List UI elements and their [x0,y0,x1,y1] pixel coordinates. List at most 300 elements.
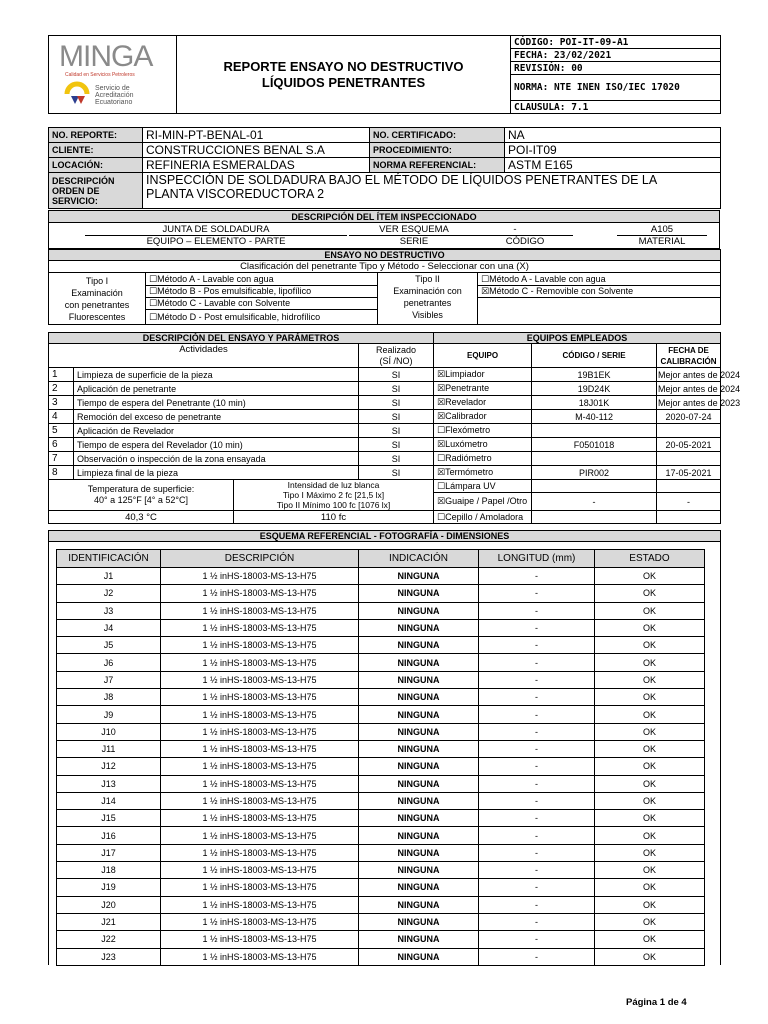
joint-description: 1 ½ inHS-18003-MS-13-H75 [161,568,359,585]
serie-label: SERIE [399,236,429,247]
joint-description: 1 ½ inHS-18003-MS-13-H75 [161,775,359,792]
joint-length: - [479,723,595,740]
joint-length: - [479,602,595,619]
joint-description: 1 ½ inHS-18003-MS-13-H75 [161,654,359,671]
checkbox-icon[interactable]: ☒ [437,412,446,422]
equipment-label: Flexómetro [445,425,491,435]
params-left-title: DESCRIPCIÓN DEL ENSAYO Y PARÁMETROS [49,333,434,344]
minga-logo: MINGA [59,40,153,73]
joint-length: - [479,758,595,775]
joint-status: OK [595,585,705,602]
locacion-value: REFINERIA ESMERALDAS [143,158,370,173]
equipment-label: Luxómetro [445,439,488,449]
joint-indication: NINGUNA [359,810,479,827]
joint-status: OK [595,740,705,757]
no-cert-label: NO. CERTIFICADO: [370,128,505,143]
equipment-calibration: Mejor antes de 2024 [658,369,741,380]
activity-row [49,368,721,382]
t1-method-d-label: Método D - Post emulsificable, hidrofílico [157,311,321,322]
luz-value: 110 fc [234,511,434,524]
esquema-row [49,913,721,930]
checkbox-icon[interactable]: ☒ [437,370,446,380]
checkbox-icon[interactable]: ☐ [481,274,490,285]
temp-label-1: Temperatura de superficie: [87,484,195,494]
eq-extra-0-label: Lámpara UV [445,480,496,491]
joint-status: OK [595,810,705,827]
joint-length: - [479,913,595,930]
checkbox-icon[interactable]: ☐ [149,312,158,323]
joint-id: J6 [57,654,161,671]
equipment-label: Radiómetro [445,453,492,463]
t1-method-b-label: Método B - Pos emulsificable, lipofílico [157,286,312,296]
equipment-calibration [657,452,721,466]
joint-status: OK [595,827,705,844]
esquema-row [49,827,721,844]
params-right-title: EQUIPOS EMPLEADOS [434,333,721,344]
joint-indication: NINGUNA [359,931,479,948]
joint-description: 1 ½ inHS-18003-MS-13-H75 [161,896,359,913]
joint-status: OK [595,862,705,879]
joint-id: J2 [57,585,161,602]
activity-number: 5 [49,424,74,438]
cliente-value: CONSTRUCCIONES BENAL S.A [143,143,370,158]
joint-id: J5 [57,637,161,654]
luz-label-3: Tipo II Mínimo 100 fc [1076 lx] [276,500,391,510]
activity-number: 2 [49,382,74,396]
header-table [48,35,721,114]
checkbox-icon[interactable]: ☐ [149,274,158,285]
joint-id: J7 [57,671,161,688]
eq-extra-2-label: Cepillo / Amoladora [445,511,524,522]
norma-value: ASTM E165 [505,158,721,173]
joint-status: OK [595,913,705,930]
joint-id: J4 [57,619,161,636]
sae-line2: Acreditación [95,92,134,99]
logo-cell [49,36,177,114]
equipo-label: EQUIPO – ELEMENTO - PARTE [146,236,286,247]
joint-indication: NINGUNA [359,827,479,844]
t2-method-a-label: Método A - Lavable con agua [489,273,606,284]
t1-method-d[interactable] [146,310,378,325]
equipment-label: Termómetro [445,467,494,477]
activity-realizado: SI [359,424,434,438]
esquema-row [49,585,721,602]
joint-status: OK [595,671,705,688]
equipment-item[interactable] [434,382,532,396]
eq-extra-2[interactable] [434,511,532,524]
no-cert-value: NA [505,128,721,143]
joint-description: 1 ½ inHS-18003-MS-13-H75 [161,602,359,619]
equipment-calibration: 2020-07-24 [657,410,721,424]
serie-value: VER ESQUEMA [349,224,479,236]
equipment-item[interactable] [434,424,532,438]
temp-value: 40,3 °C [49,511,234,524]
joint-length: - [479,879,595,896]
proc-label: PROCEDIMIENTO: [370,143,505,158]
luz-label-2: Tipo I Máximo 2 fc [21,5 lx] [282,490,385,500]
checkbox-icon[interactable]: ☒ [437,398,446,408]
equipment-calibration: Mejor antes de 2023 [658,397,741,408]
esquema-row [49,862,721,879]
luz-label [234,480,434,511]
tipo1-l1: Tipo I [85,275,109,286]
esquema-row [49,879,721,896]
esquema-row [49,689,721,706]
checkbox-icon[interactable]: ☐ [437,512,446,523]
joint-id: J16 [57,827,161,844]
eq-extra-0-cod [532,480,657,493]
joint-description: 1 ½ inHS-18003-MS-13-H75 [161,619,359,636]
title-line1: REPORTE ENSAYO NO DESTRUCTIVO [223,58,464,74]
tipo2-l4: Visibles [412,310,443,320]
joint-id: J1 [57,568,161,585]
checkbox-icon[interactable]: ☒ [437,468,446,478]
equipment-item[interactable] [434,396,532,410]
activity-number: 8 [49,466,74,480]
joint-id: J10 [57,723,161,740]
activity-text: Limpieza final de la pieza [74,466,359,480]
real-header [359,344,434,368]
report-title [177,36,511,114]
joint-indication: NINGUNA [359,913,479,930]
joint-id: J17 [57,844,161,861]
equipment-calibration: Mejor antes de 2024 [658,383,741,394]
esquema-table [48,530,721,966]
joint-id: J8 [57,689,161,706]
joint-id: J23 [57,948,161,965]
end-table [48,249,721,325]
equipment-code: M-40-112 [532,410,657,424]
info-table [48,127,721,209]
equipment-item[interactable] [434,466,532,480]
activity-realizado: SI [359,368,434,382]
equipment-code: 19B1EK [532,368,657,382]
joint-status: OK [595,654,705,671]
joint-id: J14 [57,792,161,809]
joint-indication: NINGUNA [359,792,479,809]
desc-label [49,173,143,209]
codigo-label: CÓDIGO [505,236,545,247]
joint-description: 1 ½ inHS-18003-MS-13-H75 [161,585,359,602]
esquema-row [49,931,721,948]
joint-description: 1 ½ inHS-18003-MS-13-H75 [161,862,359,879]
activity-realizado: SI [359,452,434,466]
real-header-2: (SÍ /NO) [379,355,413,366]
esquema-row [49,706,721,723]
desc-value [143,173,721,209]
esquema-row [49,775,721,792]
joint-id: J12 [57,758,161,775]
joint-id: J3 [57,602,161,619]
esquema-row [49,602,721,619]
joint-description: 1 ½ inHS-18003-MS-13-H75 [161,931,359,948]
joint-id: J18 [57,862,161,879]
end-section-title: ENSAYO NO DESTRUCTIVO [49,250,721,261]
activity-realizado: SI [359,438,434,452]
logo-tagline: Calidad en Servicios Petroleros [65,72,135,78]
joint-length: - [479,654,595,671]
temp-label [49,480,234,511]
checkbox-icon[interactable]: ☐ [437,454,446,464]
material-value: A105 [617,224,707,236]
joint-length: - [479,568,595,585]
joint-status: OK [595,844,705,861]
tipo2-l1: Tipo II [415,274,440,284]
checked-checkbox-icon[interactable]: ☒ [437,497,446,508]
joint-status: OK [595,775,705,792]
joint-description: 1 ½ inHS-18003-MS-13-H75 [161,758,359,775]
joint-description: 1 ½ inHS-18003-MS-13-H75 [161,689,359,706]
t2-method-c-label: Método C - Removible con Solvente [489,286,634,296]
equipo-value: JUNTA DE SOLDADURA [85,224,347,236]
joint-id: J22 [57,931,161,948]
luz-label-1: Intensidad de luz blanca [287,480,380,490]
joint-indication: NINGUNA [359,585,479,602]
checkbox-icon[interactable]: ☒ [437,384,446,394]
joint-indication: NINGUNA [359,758,479,775]
eq-extra-1-cod: - [532,493,657,511]
esquema-row [49,948,721,965]
doc-date: FECHA: 23/02/2021 [511,49,721,62]
joint-indication: NINGUNA [359,568,479,585]
page-number: Página 1 de 4 [626,997,687,1008]
equipment-item[interactable] [434,368,532,382]
joint-length: - [479,862,595,879]
tipo1-label [49,273,146,325]
t1-method-a-label: Método A - Lavable con agua [157,273,274,284]
joint-id: J9 [57,706,161,723]
joint-status: OK [595,723,705,740]
esquema-row [49,810,721,827]
joint-indication: NINGUNA [359,844,479,861]
joint-indication: NINGUNA [359,948,479,965]
checkbox-icon[interactable]: ☐ [149,299,158,309]
t1-method-c[interactable] [146,298,378,310]
temp-label-2: 40° a 125°F [4° a 52°C] [94,495,188,505]
equipment-label: Penetrante [445,383,490,393]
cod-header: CÓDIGO / SERIE [532,344,657,368]
desc-label-1: DESCRIPCIÓN [52,175,115,186]
t1-method-b[interactable] [146,286,378,298]
tipo1-l3: con penetrantes [64,299,130,310]
equipment-code: F0501018 [532,438,657,452]
joint-description: 1 ½ inHS-18003-MS-13-H75 [161,671,359,688]
joint-status: OK [595,706,705,723]
codigo-value: - [457,224,573,236]
col-identificacion: IDENTIFICACIÓN [57,550,161,568]
desc-line-2: PLANTA VISCOREDUCTORA 2 [146,187,325,201]
t1-method-a[interactable] [146,273,378,286]
esquema-header-row [49,550,721,568]
fecha-header-1: FECHA DE [668,345,709,355]
esquema-row [49,568,721,585]
tipo1-l4: Fluorescentes [68,311,126,322]
activity-realizado: SI [359,396,434,410]
joint-status: OK [595,792,705,809]
sae-line1: Servicio de [95,85,130,92]
col-indicacion: INDICACIÓN [359,550,479,568]
activity-text: Remoción del exceso de penetrante [74,410,359,424]
joint-description: 1 ½ inHS-18003-MS-13-H75 [161,706,359,723]
equipment-code [532,452,657,466]
esquema-row [49,844,721,861]
activity-row [49,396,721,410]
joint-indication: NINGUNA [359,619,479,636]
joint-description: 1 ½ inHS-18003-MS-13-H75 [161,844,359,861]
joint-length: - [479,896,595,913]
equipment-label: Revelador [445,397,487,407]
no-reporte-value: RI-MIN-PT-BENAL-01 [143,128,370,143]
joint-indication: NINGUNA [359,654,479,671]
equipment-item[interactable] [434,438,532,452]
joint-indication: NINGUNA [359,637,479,654]
checkbox-icon[interactable]: ☐ [437,426,446,436]
activity-realizado: SI [359,382,434,396]
joint-id: J15 [57,810,161,827]
joint-indication: NINGUNA [359,602,479,619]
activity-row [49,424,721,438]
joint-indication: NINGUNA [359,671,479,688]
col-estado: ESTADO [595,550,705,568]
activity-text: Tiempo de espera del Revelador (10 min) [74,438,359,452]
t2-empty [478,298,721,325]
joint-length: - [479,671,595,688]
joint-id: J11 [57,740,161,757]
equipment-calibration [657,424,721,438]
activity-number: 1 [49,368,74,382]
esquema-title: ESQUEMA REFERENCIAL - FOTOGRAFÍA - DIMENSIONES [49,531,721,542]
tipo2-label [378,273,478,325]
esquema-row [49,792,721,809]
joint-status: OK [595,689,705,706]
activity-realizado: SI [359,466,434,480]
checkbox-icon[interactable]: ☐ [149,287,158,297]
joint-length: - [479,792,595,809]
material-label: MATERIAL [638,236,686,247]
doc-clausula: CLAUSULA: 7.1 [511,101,721,114]
joint-indication: NINGUNA [359,689,479,706]
eq-extra-2-fecha [657,511,721,524]
checkbox-icon[interactable]: ☐ [437,481,446,492]
doc-revision: REVISIÓN: 00 [511,62,721,75]
activity-number: 6 [49,438,74,452]
no-reporte-label: NO. REPORTE: [49,128,143,143]
joint-indication: NINGUNA [359,706,479,723]
activity-text: Limpieza de superficie de la pieza [74,368,359,382]
joint-length: - [479,810,595,827]
activity-number: 7 [49,452,74,466]
locacion-label: LOCACIÓN: [49,158,143,173]
doc-norma: NORMA: NTE INEN ISO/IEC 17020 [511,75,721,101]
tipo2-l3: penetrantes [403,298,452,308]
joint-status: OK [595,758,705,775]
real-header-1: Realizado [376,344,417,355]
tipo2-l2: Examinación con [393,286,462,296]
equipment-calibration: 17-05-2021 [657,466,721,480]
joint-length: - [479,827,595,844]
joint-description: 1 ½ inHS-18003-MS-13-H75 [161,792,359,809]
joint-id: J19 [57,879,161,896]
joint-indication: NINGUNA [359,862,479,879]
equipment-code [532,424,657,438]
joint-length: - [479,844,595,861]
joint-status: OK [595,931,705,948]
equipment-code: 19D24K [532,382,657,396]
equipment-item[interactable] [434,410,532,424]
esquema-row [49,758,721,775]
joint-description: 1 ½ inHS-18003-MS-13-H75 [161,879,359,896]
esquema-row [49,654,721,671]
item-section-title: DESCRIPCIÓN DEL ÍTEM INSPECCIONADO [49,211,720,223]
eq-extra-1[interactable] [434,493,532,511]
joint-description: 1 ½ inHS-18003-MS-13-H75 [161,637,359,654]
equipment-label: Calibrador [445,411,487,421]
joint-description: 1 ½ inHS-18003-MS-13-H75 [161,827,359,844]
sae-icon [63,82,91,106]
joint-description: 1 ½ inHS-18003-MS-13-H75 [161,740,359,757]
activity-number: 3 [49,396,74,410]
joint-indication: NINGUNA [359,740,479,757]
activity-realizado: SI [359,410,434,424]
joint-description: 1 ½ inHS-18003-MS-13-H75 [161,810,359,827]
joint-length: - [479,931,595,948]
eq-extra-1-fecha: - [657,493,721,511]
eq-extra-1-label: Guaipe / Papel /Otro [445,496,528,507]
desc-label-2: ORDEN DE [52,185,100,196]
joint-id: J20 [57,896,161,913]
joint-length: - [479,689,595,706]
esquema-row [49,671,721,688]
item-table [48,210,720,249]
joint-length: - [479,775,595,792]
checked-checkbox-icon[interactable]: ☒ [481,287,490,297]
fecha-header-2: CALIBRACIÓN [660,356,717,366]
equipment-item[interactable] [434,452,532,466]
checkbox-icon[interactable]: ☒ [437,440,446,450]
proc-value: POI-IT09 [505,143,721,158]
activity-number: 4 [49,410,74,424]
activity-row [49,382,721,396]
joint-length: - [479,948,595,965]
esquema-row [49,740,721,757]
equipment-label: Limpiador [445,369,485,379]
activity-row [49,452,721,466]
joint-description: 1 ½ inHS-18003-MS-13-H75 [161,913,359,930]
joint-indication: NINGUNA [359,775,479,792]
equipment-calibration: 20-05-2021 [657,438,721,452]
joint-length: - [479,619,595,636]
cliente-label: CLIENTE: [49,143,143,158]
t2-method-c[interactable] [478,286,721,298]
eq-header: EQUIPO [434,344,532,368]
col-descripcion: DESCRIPCIÓN [161,550,359,568]
joint-length: - [479,740,595,757]
joint-indication: NINGUNA [359,896,479,913]
activity-row [49,466,721,480]
joint-id: J13 [57,775,161,792]
joint-status: OK [595,948,705,965]
joint-length: - [479,706,595,723]
joint-description: 1 ½ inHS-18003-MS-13-H75 [161,723,359,740]
desc-line-1: INSPECCIÓN DE SOLDADURA BAJO EL MÉTODO DE LÍQUIDOS PENETRANTES DE LA [146,173,658,187]
t1-method-c-label: Método C - Lavable con Solvente [157,298,291,308]
activity-text: Tiempo de espera del Penetrante (10 min) [74,396,359,410]
eq-extra-0[interactable] [434,480,532,493]
act-header: Actividades [49,344,359,368]
t2-method-a[interactable] [478,273,721,286]
col-longitud: LONGITUD (mm) [479,550,595,568]
eq-extra-2-cod [532,511,657,524]
